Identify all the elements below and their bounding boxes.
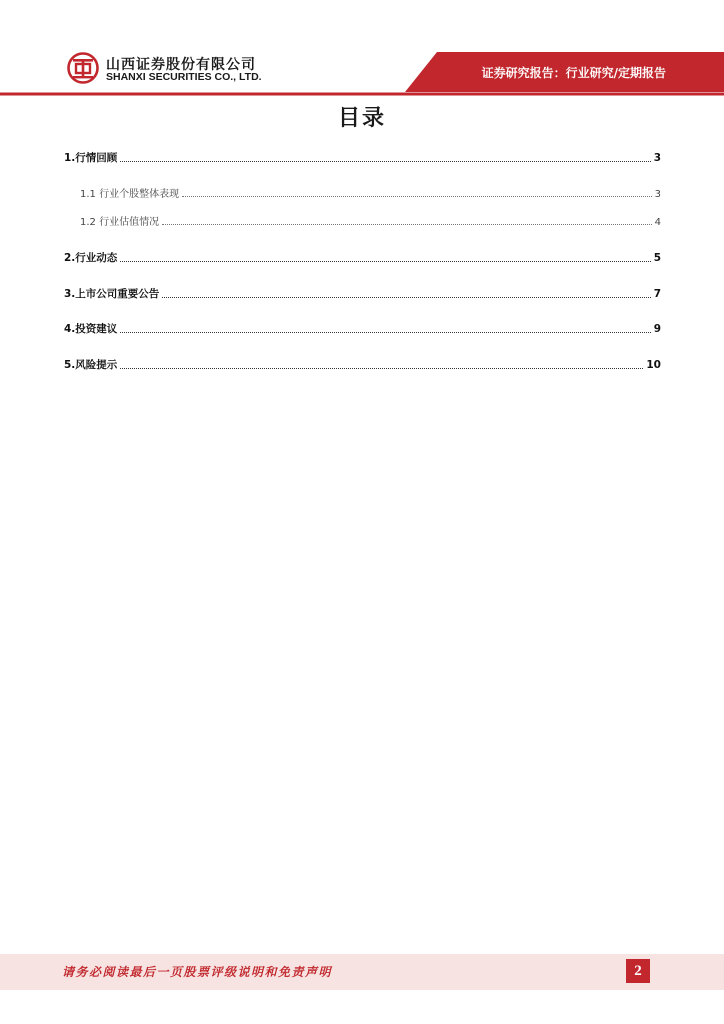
toc-entry-label: 1.2 行业估值情况 xyxy=(80,217,160,228)
report-type-label: 证券研究报告：行业研究/定期报告 xyxy=(481,66,666,80)
company-name-cn: 山西证券股份有限公司 xyxy=(106,57,256,73)
toc-entry-valuation[interactable] xyxy=(80,213,661,228)
toc-title: 目录 xyxy=(337,106,386,131)
toc-entry-page: 3 xyxy=(653,152,661,164)
toc-entry-investment-advice[interactable] xyxy=(64,321,661,336)
company-name-en: SHANXI SECURITIES CO., LTD. xyxy=(106,71,262,83)
toc-entry-company-announcements[interactable] xyxy=(64,286,661,301)
toc-entry-page: 3 xyxy=(654,189,661,200)
page-header xyxy=(0,0,724,100)
toc-entry-label: 2.行业动态 xyxy=(64,252,118,264)
toc-entry-page: 4 xyxy=(654,217,661,228)
toc-entry-market-review[interactable] xyxy=(64,150,661,165)
toc-leader-dots xyxy=(162,296,650,298)
toc-entry-label: 1.行情回顾 xyxy=(64,152,118,164)
toc-entry-risk-warning[interactable] xyxy=(64,357,661,372)
toc-entry-label: 3.上市公司重要公告 xyxy=(64,288,160,300)
toc-entry-page: 7 xyxy=(653,288,661,300)
toc-entry-page: 9 xyxy=(653,323,661,335)
toc-entry-stock-performance[interactable] xyxy=(80,185,661,200)
page-number: 2 xyxy=(626,959,650,983)
toc-leader-dots xyxy=(120,260,650,262)
toc-leader-dots xyxy=(182,195,652,197)
toc-entry-page: 10 xyxy=(646,359,661,371)
toc-entry-label: 4.投资建议 xyxy=(64,323,118,335)
footer-disclaimer: 请务必阅读最后一页股票评级说明和免责声明 xyxy=(62,965,333,979)
toc-entry-label: 1.1 行业个股整体表现 xyxy=(80,189,180,200)
toc-leader-dots xyxy=(120,331,650,333)
shanxi-securities-logo-icon xyxy=(67,52,99,84)
toc-entry-industry-news[interactable] xyxy=(64,250,661,265)
toc-entry-label: 5.风险提示 xyxy=(64,359,118,371)
toc-leader-dots xyxy=(120,160,650,162)
toc-entry-page: 5 xyxy=(653,252,661,264)
toc-leader-dots xyxy=(162,223,652,225)
toc-leader-dots xyxy=(120,367,643,369)
